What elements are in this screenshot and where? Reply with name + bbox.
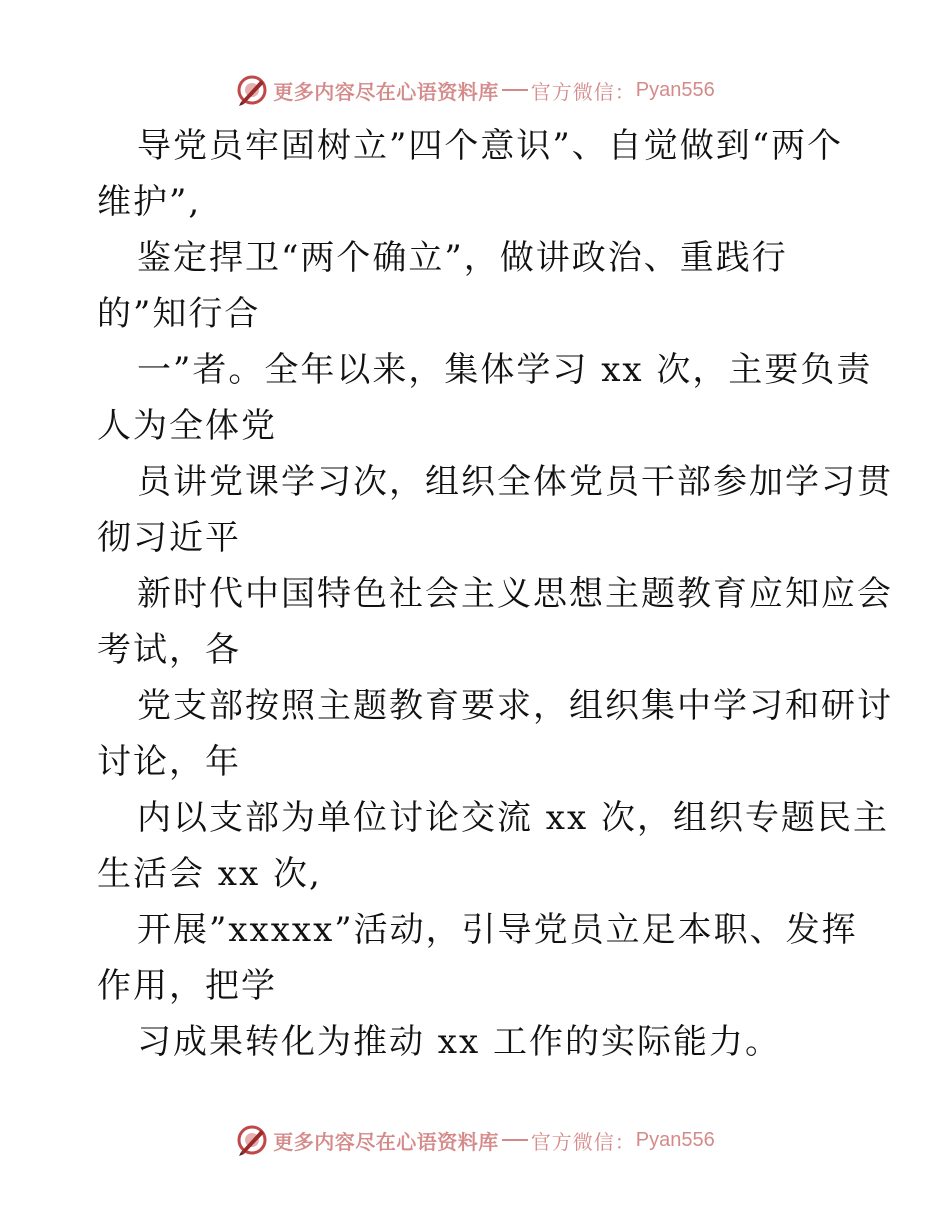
watermark-wechat-id: Pyan556 [635,78,715,101]
body-line: 鉴定捍卫“两个确立”，做讲政治、重践行 [137,238,788,278]
body-line: 彻习近平 [97,518,241,558]
body-line: 一”者。全年以来，集体学习 xx 次，主要负责 [137,350,873,390]
body-line: 导党员牢固树立”四个意识”、自觉做到“两个 [137,126,844,166]
watermark-official-label: 官方微信： [530,1129,636,1154]
header-watermark [0,70,950,110]
body-line: 习成果转化为推动 xx 工作的实际能力。 [137,1022,781,1062]
document-body [97,118,893,1070]
body-line: 的”知行合 [97,294,261,334]
watermark-wechat-id: Pyan556 [635,1128,715,1151]
body-line: 开展”xxxxx”活动，引导党员立足本职、发挥 [137,910,858,950]
body-line: 维护”, [97,182,202,222]
watermark-dash [502,1139,528,1141]
body-line: 新时代中国特色社会主义思想主题教育应知应会 [137,574,893,614]
watermark-dash [502,89,528,91]
body-line: 生活会 xx 次, [97,854,322,894]
watermark-site-text: 更多内容尽在心语资料库 [273,1129,499,1154]
body-line: 员讲党课学习次，组织全体党员干部参加学习贯 [137,462,893,502]
pen-logo-icon [235,1123,269,1157]
body-line: 人为全体党 [97,406,277,446]
body-line: 作用，把学 [97,966,277,1006]
body-line: 考试，各 [97,630,241,670]
body-line: 内以支部为单位讨论交流 xx 次，组织专题民主 [137,798,889,838]
body-line: 党支部按照主题教育要求，组织集中学习和研讨 [137,686,893,726]
watermark-official-label: 官方微信： [530,79,636,104]
watermark-site-text: 更多内容尽在心语资料库 [273,79,499,104]
body-line: 讨论，年 [97,742,241,782]
pen-logo-icon [235,73,269,107]
footer-watermark [0,1120,950,1160]
